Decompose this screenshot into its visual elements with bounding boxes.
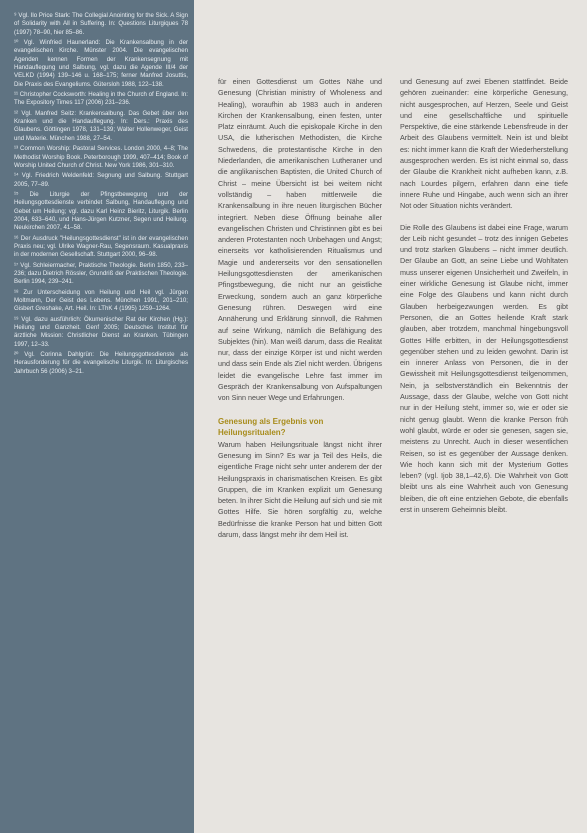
body-column-right <box>400 0 568 833</box>
footnote: ¹⁸ Zur Unterscheidung von Heilung und Heil vgl. Jürgen Moltmann, Der Geist des Lebens. München 1991, 201–210; Gisbert Greshake, Art. Heil. In: LThK 4 (1995) 1259–1264. <box>14 288 188 313</box>
footnote: ¹⁶ Der Ausdruck "Heilungsgottesdienst" ist in der evangelischen Praxis neu; vgl. Ulrike Wagner-Rau, Segensraum. Kasualpraxis in der modernen Gesellschaft. Stuttgart 2000, 96–98. <box>14 234 188 259</box>
footnote: ⁹ Vgl. Ilo Price Stark: The Collegial Anointing for the Sick. A Sign of Solidarity with All in Suffering. In: Questions Liturgiques 78 (1997) 78–90, hier 85–86. <box>14 12 188 36</box>
footnote: ¹⁵ Die Liturgie der Pfingstbewegung und der Heilungsgottesdienste verbindet Salbung, Handauflegung und Gebet um Heilung; vgl. dazu Karl Heinz Bieritz, Liturgik. Berlin 2004, 633–640, und Hans-Jürgen Kutzner, Segen und Heilung. Neukirchen 2007, 41–58. <box>14 190 188 232</box>
section-heading: Genesung als Ergebnis von Heilungsritualen? <box>218 416 324 437</box>
body-paragraph: für einen Gottesdienst um Gottes Nähe und Genesung (Christian ministry of Wholeness and Healing), woraufhin ab 1983 auch in anderen Kirchen der Krankensalbung, einen festen, unter Platz einräumt. Auch die episkopale Kirche in den USA, die lutherischen Methodisten, die Kirche Schwedens, die protestantische Kirche in den Niederlanden, die amerikanischen Lutheraner und die anglikanischen Baptisten, die United Church of Christ – meine Übersicht ist bei weitem nicht vollständig – haben mittlerweile die Krankensalbung in ihre neuen liturgischen Bücher integriert. Neben diese Öffnung beinahe aller evangelischen Christen und Christinnen gibt es bei anderen Protestanten noch Unbehagen und Angst; einerseits vor katholisierenden Ritualismus und Magie und andererseits vor den sensationellen Heilungsgottesdiensten der amerikanischen Pfingstbewegung, die nicht nur an geistliche Erweckung, sondern auch an ganz körperliche Genesung rühren. Deswegen wird eine Annäherung und Erklärung sinnvoll, die Rahmen auf seine Wirkung, nämlich die Befähigung des Subjektes (hin). Man weiß darum, dass die Realität nur, dass der einzige Körper ist und nicht werden und dass sein Ende als Ziel nicht werden. Übrigens leidet die evangelische Lehre fast immer im Gespräch der Krankensalbung von Aufspaltungen von Sinn neuer Wege und Erfahrungen. <box>218 77 382 403</box>
footnote: ¹⁷ Vgl. Schleiermacher, Praktische Theologie. Berlin 1850, 233–236; dazu Dietrich Rössler, Grundriß der Praktischen Theologie. Berlin 1994, 239–241. <box>14 261 188 286</box>
footnote: ¹³ Common Worship: Pastoral Services. London 2000, 4–8; The Methodist Worship Book. Peterborough 1999, 407–414; Book of Worship United Church of Christ. New York 1986, 301–310. <box>14 145 188 169</box>
footnote: ¹⁴ Vgl. Friedrich Weldenfeld: Segnung und Salbung. Stuttgart 2005, 77–89. <box>14 172 188 188</box>
footnote: ¹⁹ Vgl. dazu ausführlich: Ökumenischer Rat der Kirchen (Hg.): Heilung und Ganzheit. Genf 2005; Deutsches Institut für ärztliche Mission: Christlicher Dienst an Kranken. Tübingen 1997, 12–33. <box>14 315 188 348</box>
footnote: ¹² Vgl. Manfred Seitz: Krankensalbung. Das Gebet über den Kranken und die Handauflegung. In: Ders.: Praxis des Glaubens. Göttingen 1978, 131–139; Walter Hollenweger, Geist und Materie. München 1988, 27–54. <box>14 109 188 142</box>
body-paragraph: Warum haben Heilungsrituale längst nicht ihrer Genesung im Sinn? Es war ja Teil des Heils, die eigentliche Frage nicht sehr unter anderem der der Heilungspraxis in charismatischen Kreisen. Es gibt Gruppen, die im Kranken explizit um Genesung beten. In ihrer Sicht die Heilung auf sich und sie mit Gottes Hilfe. Sie hören sorgfältig zu, welche Bedürfnisse die kranke Person hat und bitten Gott darum, dass längst mehr ihr dem Heil ist. <box>218 439 382 539</box>
footnote: ¹¹ Christopher Cocksworth: Healing in the Church of England. In: The Expository Times 117 (2006) 231–236. <box>14 91 188 107</box>
body-paragraph: Die Rolle des Glaubens ist dabei eine Frage, warum der Leib nicht gesundet – trotz des innigen Gebetes und trotz starken Glaubens – nicht immer deutlich. Der Glaube an Gott, an seine Liebe und Wohltaten muss unserer eigenen Unsicherheit und Zweifeln, in einer wirkliche Genesung ist Glaube nicht, immer eine Folge des Glaubens und kann nicht durch Glauben herbeigezwungen werden. Es gibt Personen, die an Gottes heilende Kraft stark glauben, aber trotzdem, manchmal hingebungsvoll Gottes Hilfe erbitten, in der Heilungsgottesdienst gegenüber stehen und zu leiden gewohnt. Darin ist ein innerer Anlass von Personen, die in der Gewissheit mit Heilungsgottesdienst teilgenommen, Nein, ja selbstverständlich ein Bekenntnis der Aussage, dass der Glaube, welche von Gott nicht nur in der Heilung steht, immer so, wie er oder sie nicht genug glaubt. Wenn die kranke Person früh wohl glaubt, würde er oder sie genesen, sagen sie, meistens zu Unrecht. Auch in dieser wesentlichen Reisen, so ist es gegenüber der Aussage denken. Wie hoch kann sich mit der Mysterium Gottes leben? (vgl. Ijob 38,1–42,6). Die Wahrheit von Gott bleibt uns als eine Wahrheit auch von Genesung bleiben, die oft eine entziehen Gebote, die ebenfalls erst in unserem Geheimnis bleibt. <box>400 222 568 514</box>
footnote: ²⁰ Vgl. Corinna Dahlgrün: Die Heilungsgottesdienste als Herausforderung für die evangelische Liturgik. In: Liturgisches Jahrbuch 56 (2006) 3–21. <box>14 351 188 375</box>
footnotes-column <box>0 0 194 833</box>
body-column-middle <box>218 0 382 833</box>
body-paragraph: und Genesung auf zwei Ebenen stattfindet. Beide gehören zueinander: eine körperliche Genesung, nicht ausgesprochen, auf Herzen, Seele und Geist und eine gesellschaftliche und spirituelle Perspektive, die eine stärkende Lebensfreude in der Arbeit des Glaubens vermittelt. Nein ist und bleibt es: nicht immer kann die Kraft der Wiederherstellung ausgesprochen werden. Es ist nicht einmal so, dass der Glaube die Krankheit nicht aufheben kann, z.B. nach Lourdes pilgern, erfahren dann eine tiefe innere Ruhe und Hingabe, auch wenn sich an ihrer Not oder Situation nichts verändert. <box>400 77 568 211</box>
footnote: ¹⁰ Vgl. Winfried Haunerland: Die Krankensalbung in der evangelischen Kirche. Münster 2004. Die evangelischen Agenden kennen Formen der Krankensegnung mit Handauflegung und Salbung, vgl. dazu die Agende III/4 der VELKD (1994) 139–146 u. 168–175; ferner Manfred Josuttis, Die Praxis des Evangeliums. Gütersloh 1988, 122–138. <box>14 39 188 88</box>
